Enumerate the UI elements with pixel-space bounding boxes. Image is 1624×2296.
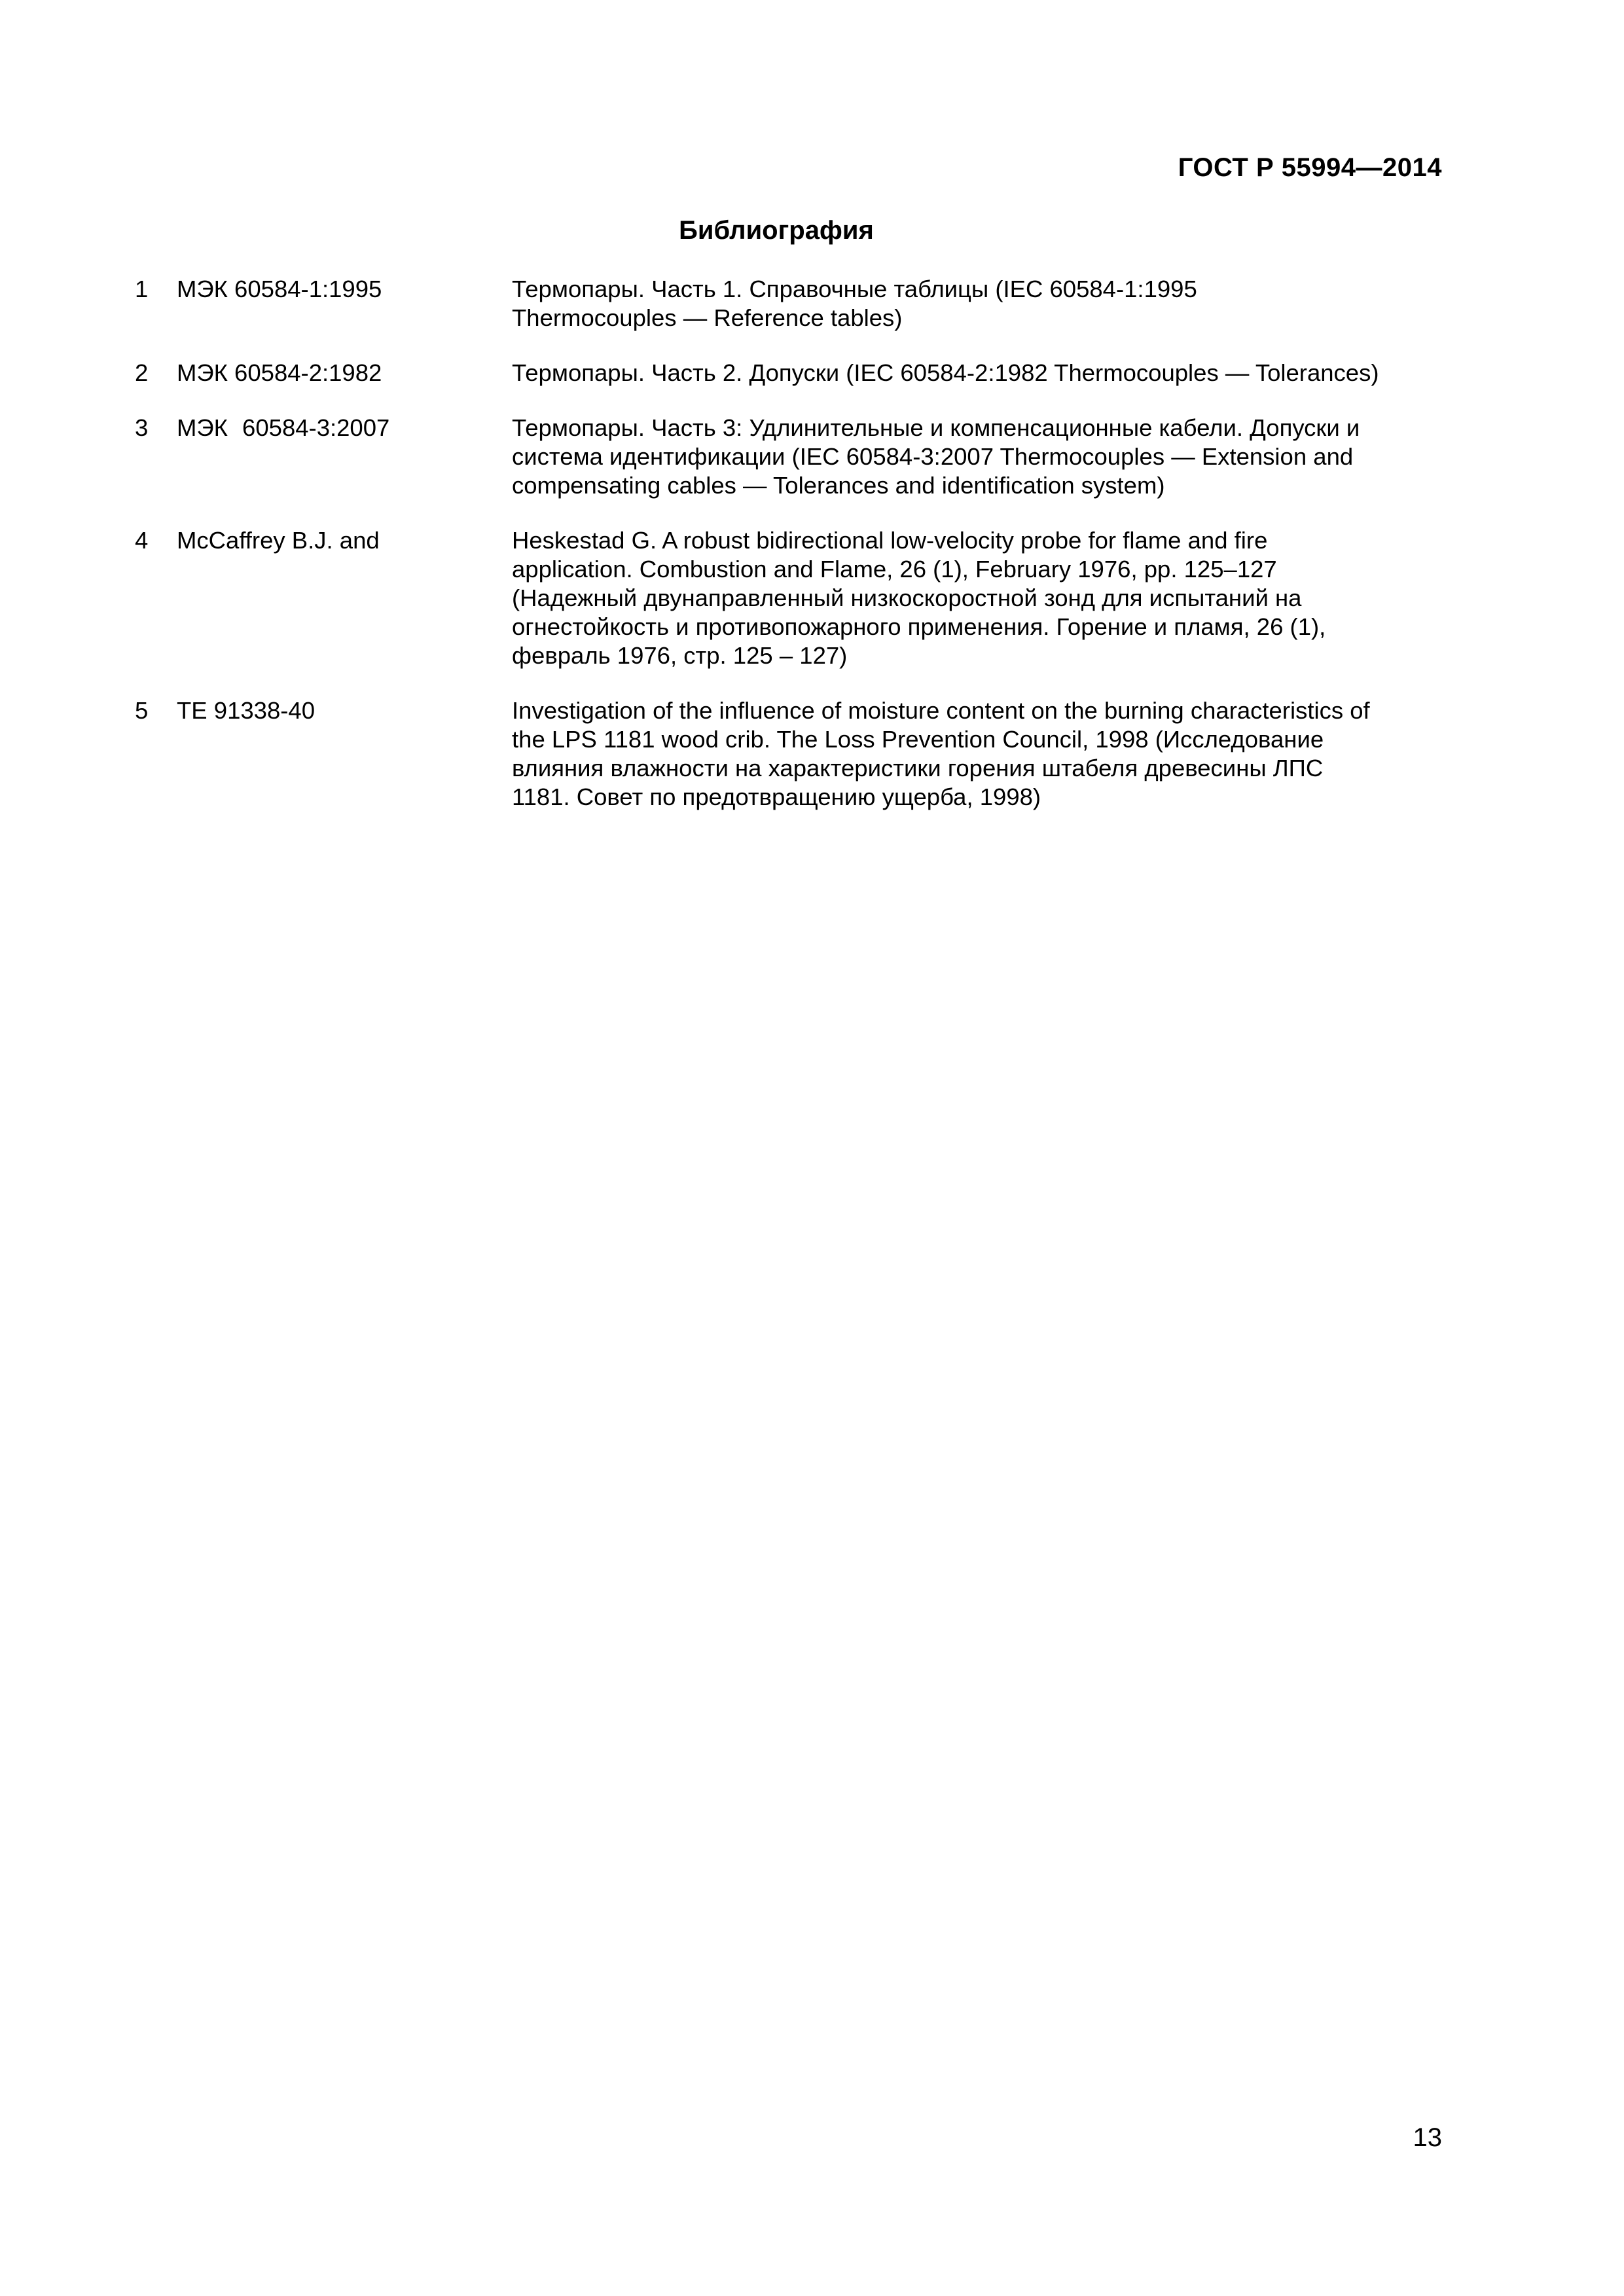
entry-reference: McCaffrey B.J. and — [177, 527, 380, 554]
entry-reference: TE 91338-40 — [177, 697, 316, 724]
bibliography-title: Библиография — [679, 216, 874, 245]
bibliography-entry — [135, 526, 1428, 670]
entry-description — [512, 526, 1428, 670]
entry-description — [512, 359, 1428, 387]
entry-number: 1 — [135, 276, 149, 302]
entry-reference: МЭК 60584-1:1995 — [177, 276, 382, 302]
entry-description-line: (Надежный двунаправленный низкоскоростной зонд для испытаний на — [512, 584, 1302, 611]
entry-description-line: the LPS 1181 wood crib. The Loss Prevention Council, 1998 (Исследование — [512, 726, 1324, 753]
entry-description — [512, 275, 1428, 332]
entry-description-line: 1181. Совет по предотвращению ущерба, 1998) — [512, 783, 1041, 810]
entry-description-line: compensating cables — Tolerances and identification system) — [512, 472, 1165, 499]
entry-description — [512, 414, 1428, 500]
entry-description-line: Heskestad G. A robust bidirectional low-velocity probe for flame and fire — [512, 527, 1268, 554]
entry-description-line: февраль 1976, стр. 125 – 127) — [512, 642, 848, 669]
entry-number: 2 — [135, 359, 149, 386]
entry-description-line: система идентификации (IEC 60584-3:2007 Thermocouples — Extension and — [512, 443, 1354, 470]
page-number: 13 — [1413, 2123, 1442, 2152]
entry-description-line: огнестойкость и противопожарного применения. Горение и пламя, 26 (1), — [512, 613, 1326, 640]
entry-description — [512, 696, 1428, 812]
entry-number: 4 — [135, 527, 149, 554]
entry-description-line: влияния влажности на характеристики горения штабеля древесины ЛПС — [512, 755, 1324, 781]
document-code: ГОСТ Р 55994—2014 — [1178, 153, 1442, 182]
entry-description-line: Investigation of the influence of moisture content on the burning characteristics of — [512, 697, 1370, 724]
entry-reference: МЭК 60584-2:1982 — [177, 359, 382, 386]
entry-description-line: Thermocouples — Reference tables) — [512, 304, 903, 331]
entry-description-line: Термопары. Часть 1. Справочные таблицы (IEC 60584-1:1995 — [512, 276, 1197, 302]
entry-number: 3 — [135, 414, 149, 441]
bibliography-entry — [135, 359, 1428, 387]
entry-reference: МЭК 60584-3:2007 — [177, 414, 390, 441]
bibliography-entry — [135, 696, 1428, 812]
entry-description-line: application. Combustion and Flame, 26 (1), February 1976, pp. 125–127 — [512, 556, 1277, 583]
entry-number: 5 — [135, 697, 149, 724]
entry-description-line: Термопары. Часть 2. Допуски (IEC 60584-2:1982 Thermocouples — Tolerances) — [512, 359, 1379, 386]
bibliography-entry — [135, 414, 1428, 500]
bibliography-list — [135, 275, 1428, 838]
bibliography-entry — [135, 275, 1428, 332]
entry-description-line: Термопары. Часть 3: Удлинительные и компенсационные кабели. Допуски и — [512, 414, 1360, 441]
